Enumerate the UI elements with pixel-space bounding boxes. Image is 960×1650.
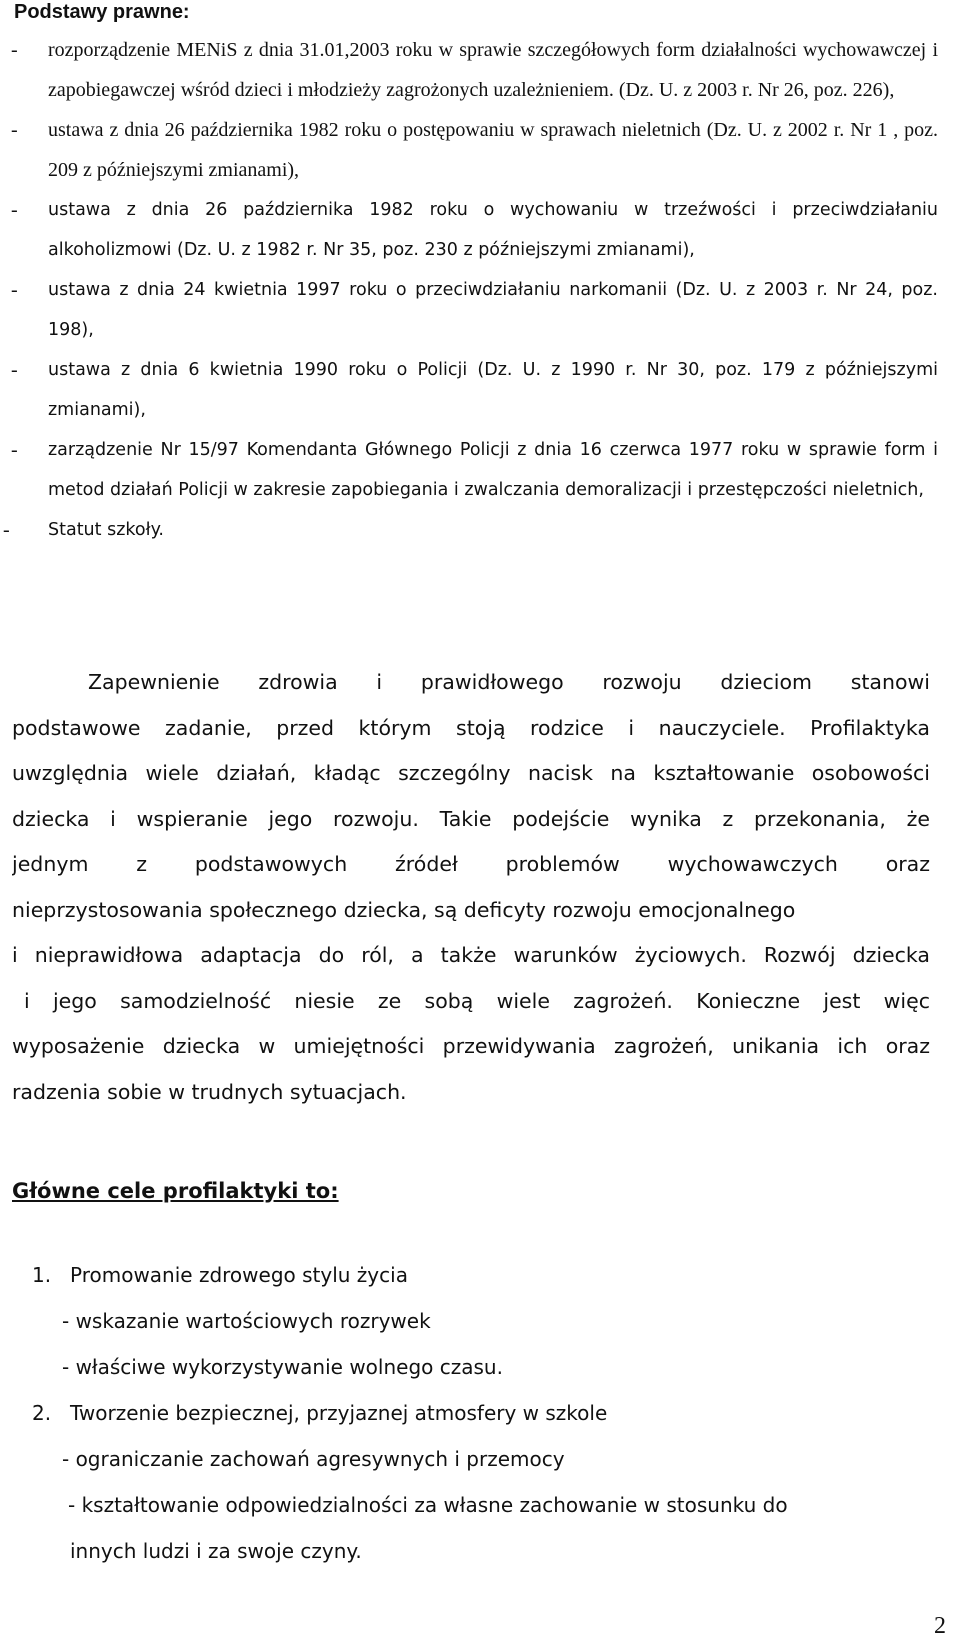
paragraph-line: uwzględnia wiele działań, kładąc szczególny nacisk na kształtowanie osobowości xyxy=(12,761,930,785)
list-bullet: - xyxy=(11,439,18,461)
list-bullet: - xyxy=(11,359,18,381)
paragraph-line: i jego samodzielność niesie ze sobą wiele zagrożeń. Konieczne jest więc xyxy=(24,988,930,1013)
legal-basis-text: rozporządzenie MENiS z dnia 31.01,2003 roku w sprawie szczegółowych form działalności wychowawczej i zapobiegawczej wśród dzieci i młodzieży zagrożonych uzależnieniem. (Dz. U. z 2003 r. Nr 26, poz. 226), xyxy=(48,39,938,101)
paragraph-line: radzenia sobie w trudnych sytuacjach. xyxy=(12,1079,407,1104)
legal-basis-item xyxy=(0,30,960,110)
legal-basis-item xyxy=(0,510,960,550)
intro-paragraph xyxy=(12,660,930,1115)
legal-basis-text: Statut szkoły. xyxy=(48,520,164,540)
paragraph-line: wyposażenie dziecka w umiejętności przewidywania zagrożeń, unikania ich oraz xyxy=(12,1034,930,1058)
legal-basis-text: zarządzenie Nr 15/97 Komendanta Głównego Policji z dnia 16 czerwca 1977 roku w sprawie form i metod działań Policji w zakresie zapobiegania i zwalczania demoralizacji i przestępczości nieletnich, xyxy=(48,440,938,500)
legal-basis-item xyxy=(0,110,960,190)
paragraph-line: nieprzystosowania społecznego dziecka, są deficyty rozwoju emocjonalnego xyxy=(12,897,796,922)
paragraph-line: jednym z podstawowych źródeł problemów wychowawczych oraz xyxy=(12,852,930,876)
paragraph-line: dziecka i wspieranie jego rozwoju. Takie podejście wynika z przekonania, że xyxy=(12,806,930,831)
paragraph-line: i nieprawidłowa adaptacja do ról, a także warunków życiowych. Rozwój dziecka xyxy=(12,943,930,967)
goal-item xyxy=(0,1390,960,1574)
page-number: 2 xyxy=(934,1613,946,1639)
goal-subitem: - ograniczanie zachowań agresywnych i przemocy xyxy=(62,1447,565,1471)
legal-basis-list xyxy=(0,30,960,550)
goals-title: Główne cele profilaktyki to: xyxy=(12,1179,339,1203)
goal-item xyxy=(0,1252,960,1390)
legal-basis-text: ustawa z dnia 6 kwietnia 1990 roku o Policji (Dz. U. z 1990 r. Nr 30, poz. 179 z późniejszymi zmianami), xyxy=(48,360,938,420)
goal-subitem: - wskazanie wartościowych rozrywek xyxy=(62,1309,431,1333)
goal-number: 2. xyxy=(32,1401,52,1425)
list-bullet: - xyxy=(11,279,18,301)
goals-list xyxy=(0,1252,960,1574)
goal-subitem: - właściwe wykorzystywanie wolnego czasu. xyxy=(62,1355,503,1379)
legal-basis-item xyxy=(0,350,960,430)
paragraph-line: Zapewnienie zdrowia i prawidłowego rozwoju dzieciom stanowi xyxy=(88,670,930,694)
legal-basis-text: ustawa z dnia 26 października 1982 roku o postępowaniu w sprawach nieletnich (Dz. U. z 2002 r. Nr 1 , poz. 209 z późniejszymi zmianami), xyxy=(48,119,938,181)
list-bullet: - xyxy=(11,119,18,141)
goal-subitem: - kształtowanie odpowiedzialności za własne zachowanie w stosunku do xyxy=(68,1493,788,1517)
list-bullet: - xyxy=(3,519,10,541)
list-bullet: - xyxy=(11,39,18,61)
legal-basis-text: ustawa z dnia 24 kwietnia 1997 roku o przeciwdziałaniu narkomanii (Dz. U. z 2003 r. Nr 24, poz. 198), xyxy=(48,280,938,340)
legal-basis-item xyxy=(0,270,960,350)
legal-basis-item xyxy=(0,430,960,510)
goal-label: Promowanie zdrowego stylu życia xyxy=(70,1263,408,1287)
list-bullet: - xyxy=(11,199,18,221)
legal-basis-text: ustawa z dnia 26 października 1982 roku o wychowaniu w trzeźwości i przeciwdziałaniu alkoholizmowi (Dz. U. z 1982 r. Nr 35, poz. 230 z późniejszymi zmianami), xyxy=(48,200,938,260)
legal-basis-title: Podstawy prawne: xyxy=(14,1,190,23)
paragraph-line: podstawowe zadanie, przed którym stoją rodzice i nauczyciele. Profilaktyka xyxy=(12,715,930,740)
legal-basis-item xyxy=(0,190,960,270)
goal-subitem: innych ludzi i za swoje czyny. xyxy=(70,1539,362,1563)
goal-number: 1. xyxy=(32,1263,52,1287)
goal-label: Tworzenie bezpiecznej, przyjaznej atmosfery w szkole xyxy=(70,1401,608,1425)
